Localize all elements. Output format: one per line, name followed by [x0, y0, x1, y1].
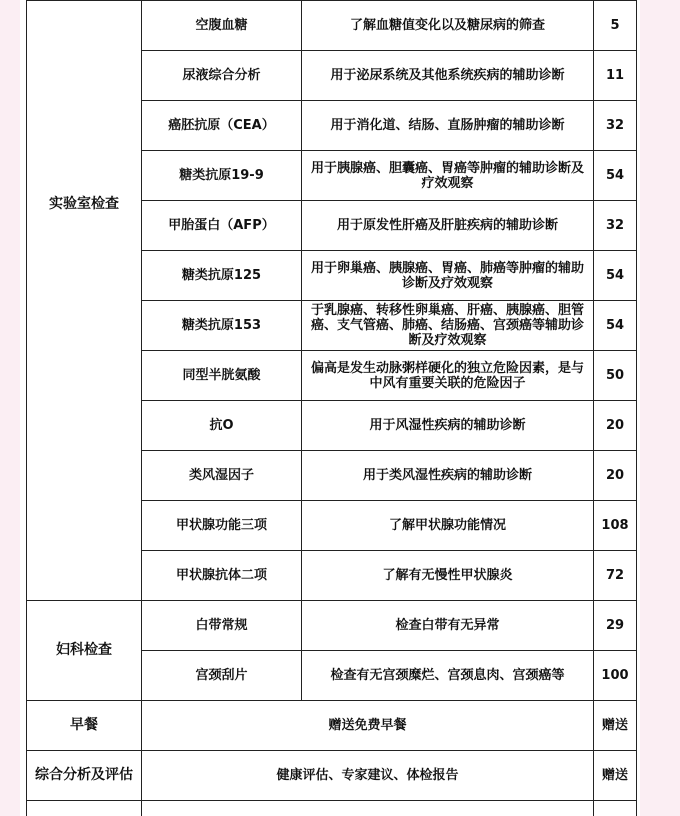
category-cell: 综合分析及评估: [27, 751, 142, 801]
item-name: 糖类抗原125: [142, 251, 302, 301]
item-price: 32: [594, 101, 637, 151]
item-desc: 用于原发性肝癌及肝脏疾病的辅助诊断: [302, 201, 594, 251]
table-row: [27, 1, 637, 51]
item-name: 类风湿因子: [142, 451, 302, 501]
item-desc: 偏高是发生动脉粥样硬化的独立危险因素，是与中风有重要关联的危险因子: [302, 351, 594, 401]
table-row-partial: [27, 801, 637, 816]
item-price: 20: [594, 451, 637, 501]
left-margin-band: [0, 0, 20, 816]
category-cell: 早餐: [27, 701, 142, 751]
item-price: 赠送: [594, 751, 637, 801]
right-margin-band: [640, 0, 680, 816]
item-price: 赠送: [594, 701, 637, 751]
item-name: 白带常规: [142, 601, 302, 651]
item-name: 抗O: [142, 401, 302, 451]
item-price: 32: [594, 201, 637, 251]
item-desc: 用于风湿性疾病的辅助诊断: [302, 401, 594, 451]
item-desc: 了解甲状腺功能情况: [302, 501, 594, 551]
category-cell: 妇科检查: [27, 601, 142, 701]
item-desc: 检查白带有无异常: [302, 601, 594, 651]
item-name: 甲状腺功能三项: [142, 501, 302, 551]
item-name: 空腹血糖: [142, 1, 302, 51]
item-desc: 用于卵巢癌、胰腺癌、胃癌、肺癌等肿瘤的辅助诊断及疗效观察: [302, 251, 594, 301]
item-price: 20: [594, 401, 637, 451]
item-desc: 健康评估、专家建议、体检报告: [142, 751, 594, 801]
item-name: 宫颈刮片: [142, 651, 302, 701]
exam-table-frame: [20, 0, 640, 816]
item-price: 100: [594, 651, 637, 701]
item-name: 甲胎蛋白（AFP）: [142, 201, 302, 251]
item-desc: 用于胰腺癌、胆囊癌、胃癌等肿瘤的辅助诊断及疗效观察: [302, 151, 594, 201]
item-desc: 用于类风湿性疾病的辅助诊断: [302, 451, 594, 501]
item-name: 糖类抗原19-9: [142, 151, 302, 201]
item-price: 11: [594, 51, 637, 101]
item-name: 糖类抗原153: [142, 301, 302, 351]
item-name: 甲状腺抗体二项: [142, 551, 302, 601]
item-name: 尿液综合分析: [142, 51, 302, 101]
item-price: 72: [594, 551, 637, 601]
item-desc: 用于泌尿系统及其他系统疾病的辅助诊断: [302, 51, 594, 101]
item-price: 5: [594, 1, 637, 51]
item-name: 同型半胱氨酸: [142, 351, 302, 401]
item-price: 54: [594, 151, 637, 201]
item-desc: 了解有无慢性甲状腺炎: [302, 551, 594, 601]
item-desc: 了解血糖值变化以及糖尿病的筛查: [302, 1, 594, 51]
table-row: [27, 601, 637, 651]
table-row: [27, 751, 637, 801]
item-desc: 赠送免费早餐: [142, 701, 594, 751]
item-price: 108: [594, 501, 637, 551]
item-desc: 检查有无宫颈糜烂、宫颈息肉、宫颈癌等: [302, 651, 594, 701]
item-price: 54: [594, 301, 637, 351]
item-desc: 于乳腺癌、转移性卵巢癌、肝癌、胰腺癌、胆管癌、支气管癌、肺癌、结肠癌、宫颈癌等辅助诊断及疗效观察: [302, 301, 594, 351]
table-row: [27, 701, 637, 751]
item-price: 50: [594, 351, 637, 401]
item-name: 癌胚抗原（CEA）: [142, 101, 302, 151]
item-desc: 用于消化道、结肠、直肠肿瘤的辅助诊断: [302, 101, 594, 151]
item-price: 29: [594, 601, 637, 651]
exam-price-table: [26, 0, 637, 816]
category-cell: 实验室检查: [27, 1, 142, 601]
item-price: 54: [594, 251, 637, 301]
